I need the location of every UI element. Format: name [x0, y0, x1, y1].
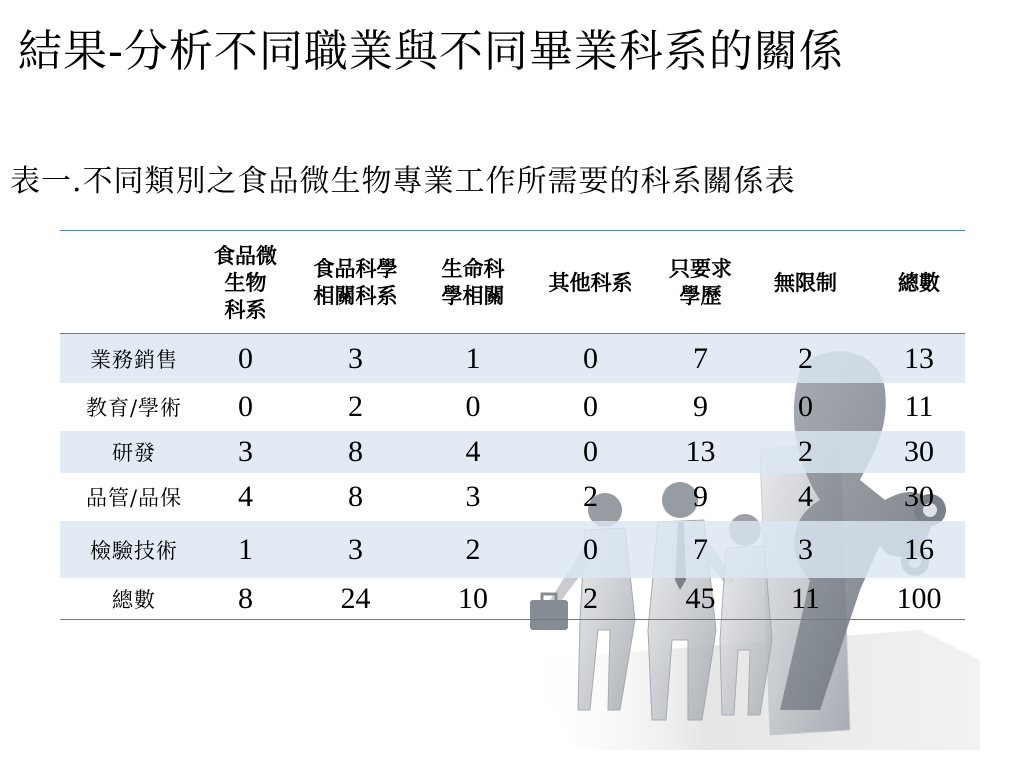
table-cell: 0	[208, 334, 283, 384]
header-text: 食品科學	[313, 256, 398, 281]
table-cell: 8	[348, 480, 363, 513]
header-text: 只要求	[669, 256, 732, 281]
table-cell: 30	[904, 480, 934, 513]
header-text: 總數	[898, 269, 940, 295]
table-cell: 3	[208, 431, 283, 473]
row-label: 品管/品保	[85, 486, 183, 510]
header-cell-food-science	[283, 231, 428, 334]
row-label: 教育/學術	[85, 396, 183, 420]
row-label: 檢驗技術	[60, 521, 208, 578]
table-cell: 3	[283, 334, 428, 384]
header-text: 無限制	[774, 269, 837, 295]
table-cell: 2	[738, 431, 873, 473]
table-cell: 3	[283, 521, 428, 578]
table-cell: 0	[583, 390, 598, 423]
table-cell: 2	[583, 480, 598, 513]
header-cell-life-science	[428, 231, 518, 334]
header-cell-empty	[60, 231, 208, 334]
header-cell-degree-only	[663, 231, 738, 334]
table-row-total	[60, 578, 965, 620]
table-cell: 45	[663, 578, 738, 620]
table-caption: 表一.不同類別之食品微生物專業工作所需要的科系關係表	[10, 164, 796, 199]
table-cell: 2	[518, 578, 663, 620]
row-label: 總數	[60, 578, 208, 620]
table-cell: 10	[428, 578, 518, 620]
header-text: 生物	[224, 269, 267, 295]
header-text: 食品微	[214, 242, 277, 268]
table-cell: 0	[518, 334, 663, 384]
table-cell: 4	[798, 480, 813, 513]
table-cell: 3	[465, 480, 481, 513]
table-cell: 24	[283, 578, 428, 620]
table-body	[60, 334, 965, 620]
table-header	[60, 231, 965, 334]
table-cell: 8	[208, 578, 283, 620]
table-cell: 9	[693, 480, 708, 513]
table-cell: 7	[663, 334, 738, 384]
table-cell: 13	[873, 334, 965, 384]
header-row	[60, 231, 965, 334]
slide-title: 結果-分析不同職業與不同畢業科系的關係	[18, 26, 844, 77]
table-row	[60, 431, 965, 473]
row-label: 業務銷售	[60, 334, 208, 384]
table-cell: 11	[904, 390, 934, 423]
table-row	[60, 473, 965, 521]
table-cell: 0	[465, 390, 481, 423]
table-cell: 13	[663, 431, 738, 473]
header-cell-food-micro	[208, 231, 283, 334]
header-text: 生命科	[441, 256, 505, 281]
table-cell: 1	[428, 334, 518, 384]
table-cell: 11	[738, 578, 873, 620]
header-text: 其他科系	[548, 269, 633, 295]
table-cell: 0	[518, 521, 663, 578]
table-cell: 3	[738, 521, 873, 578]
table-row	[60, 383, 965, 431]
table-row	[60, 521, 965, 578]
header-text: 相關科系	[313, 283, 398, 308]
table-cell: 1	[208, 521, 283, 578]
table-cell: 9	[693, 390, 708, 423]
table-cell: 2	[428, 521, 518, 578]
table-cell: 16	[873, 521, 965, 578]
table-cell: 4	[238, 480, 253, 513]
header-cell-unrestricted	[738, 231, 873, 334]
table-cell: 0	[518, 431, 663, 473]
table-cell: 7	[663, 521, 738, 578]
table-row	[60, 334, 965, 384]
table-cell: 0	[798, 390, 813, 423]
header-text: 科系	[224, 296, 267, 322]
header-text: 學相關	[441, 283, 505, 308]
table-cell: 100	[873, 578, 965, 620]
header-cell-other	[518, 231, 663, 334]
relation-table	[60, 230, 965, 620]
table-cell: 4	[428, 431, 518, 473]
table-cell: 30	[873, 431, 965, 473]
header-text: 學歷	[679, 283, 722, 308]
row-label: 研發	[60, 431, 208, 473]
table-cell: 2	[348, 390, 363, 423]
header-cell-total	[873, 231, 965, 334]
table-cell: 8	[283, 431, 428, 473]
table-cell: 2	[738, 334, 873, 384]
table-cell: 0	[238, 390, 253, 423]
